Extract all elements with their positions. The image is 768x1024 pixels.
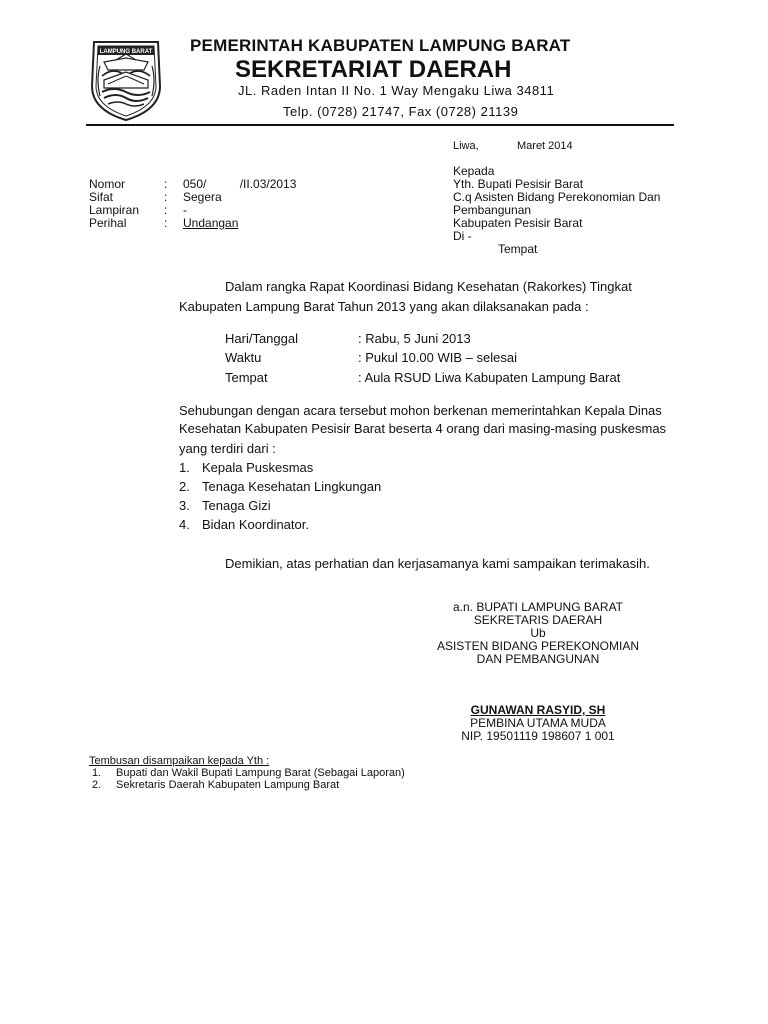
- cc-title: Tembusan disampaikan kepada Yth :: [89, 755, 270, 767]
- svg-text:LAMPUNG BARAT: LAMPUNG BARAT: [99, 49, 153, 55]
- recipient-line: Kabupaten Pesisir Barat: [453, 216, 583, 230]
- signature-line: Ub: [530, 626, 546, 640]
- body-request-line1: Sehubungan dengan acara tersebut mohon berkenan memerintahkan Kepala Dinas: [179, 403, 662, 418]
- recipient-line: Pembangunan: [453, 203, 532, 217]
- signature-line: DAN PEMBANGUNAN: [476, 652, 600, 666]
- letterhead-office: SEKRETARIAT DAERAH: [235, 56, 512, 83]
- detail-place: : Aula RSUD Liwa Kabupaten Lampung Barat: [358, 370, 621, 385]
- signatory-name: GUNAWAN RASYID, SH: [470, 703, 606, 717]
- meta-sep: :: [164, 203, 168, 217]
- letterhead-government: PEMERINTAH KABUPATEN LAMPUNG BARAT: [190, 36, 571, 55]
- signatory-nip: NIP. 19501119 198607 1 001: [461, 729, 615, 743]
- meta-number: 050/ /II.03/2013: [183, 177, 297, 191]
- meta-label: Sifat: [89, 190, 114, 204]
- list-number: 2.: [179, 479, 190, 494]
- list-item: Tenaga Kesehatan Lingkungan: [202, 479, 382, 494]
- meta-nature: Segera: [183, 190, 222, 204]
- detail-label: Tempat: [225, 370, 268, 385]
- list-number: 3.: [179, 498, 190, 513]
- list-number: 4.: [179, 517, 190, 532]
- meta-attachment: -: [183, 203, 187, 217]
- letterhead-divider: [86, 124, 674, 126]
- recipient-line: Tempat: [498, 242, 538, 256]
- cc-number: 2.: [92, 779, 102, 791]
- meta-subject: Undangan: [183, 216, 239, 230]
- recipient-kepada: Kepada: [453, 164, 495, 178]
- cc-item: Sekretaris Daerah Kabupaten Lampung Barat: [116, 779, 340, 791]
- recipient-line: C.q Asisten Bidang Perekonomian Dan: [453, 190, 661, 204]
- meta-label: Nomor: [89, 177, 126, 191]
- recipient-line: Yth. Bupati Pesisir Barat: [453, 177, 584, 191]
- body-intro-line2: Kabupaten Lampung Barat Tahun 2013 yang akan dilaksanakan pada :: [179, 299, 589, 314]
- meta-label: Lampiran: [89, 203, 140, 217]
- body-request-line2: Kesehatan Kabupaten Pesisir Barat beserta 4 orang dari masing-masing puskesmas: [179, 421, 667, 436]
- body-closing: Demikian, atas perhatian dan kerjasamanya kami sampaikan terimakasih.: [225, 556, 650, 571]
- meta-sep: :: [164, 190, 168, 204]
- meta-sep: :: [164, 177, 168, 191]
- detail-label: Hari/Tanggal: [225, 331, 298, 346]
- letter-place: Liwa,: [453, 140, 479, 152]
- recipient-line: Di -: [453, 229, 472, 243]
- signatory-rank: PEMBINA UTAMA MUDA: [470, 716, 606, 730]
- cc-item: Bupati dan Wakil Bupati Lampung Barat (Sebagai Laporan): [116, 767, 405, 779]
- detail-date: : Rabu, 5 Juni 2013: [358, 331, 471, 346]
- letterhead-address: JL. Raden Intan II No. 1 Way Mengaku Liwa 34811: [238, 83, 555, 98]
- signature-line: ASISTEN BIDANG PEREKONOMIAN: [436, 639, 640, 653]
- list-number: 1.: [179, 460, 190, 475]
- letter-date: Maret 2014: [517, 140, 573, 152]
- list-item: Tenaga Gizi: [202, 498, 271, 513]
- detail-label: Waktu: [225, 350, 262, 365]
- body-intro-line1: Dalam rangka Rapat Koordinasi Bidang Kesehatan (Rakorkes) Tingkat: [225, 279, 632, 294]
- letterhead-phone: Telp. (0728) 21747, Fax (0728) 21139: [283, 104, 519, 119]
- cc-number: 1.: [92, 767, 102, 779]
- meta-label: Perihal: [89, 216, 127, 230]
- list-item: Bidan Koordinator.: [202, 517, 309, 532]
- signature-line: SEKRETARIS DAERAH: [473, 613, 603, 627]
- list-item: Kepala Puskesmas: [202, 460, 314, 475]
- detail-time: : Pukul 10.00 WIB – selesai: [358, 350, 517, 365]
- body-request-line3: yang terdiri dari :: [179, 441, 276, 456]
- meta-sep: :: [164, 216, 168, 230]
- regency-emblem-logo: [86, 36, 166, 122]
- signature-line: a.n. BUPATI LAMPUNG BARAT: [452, 600, 624, 614]
